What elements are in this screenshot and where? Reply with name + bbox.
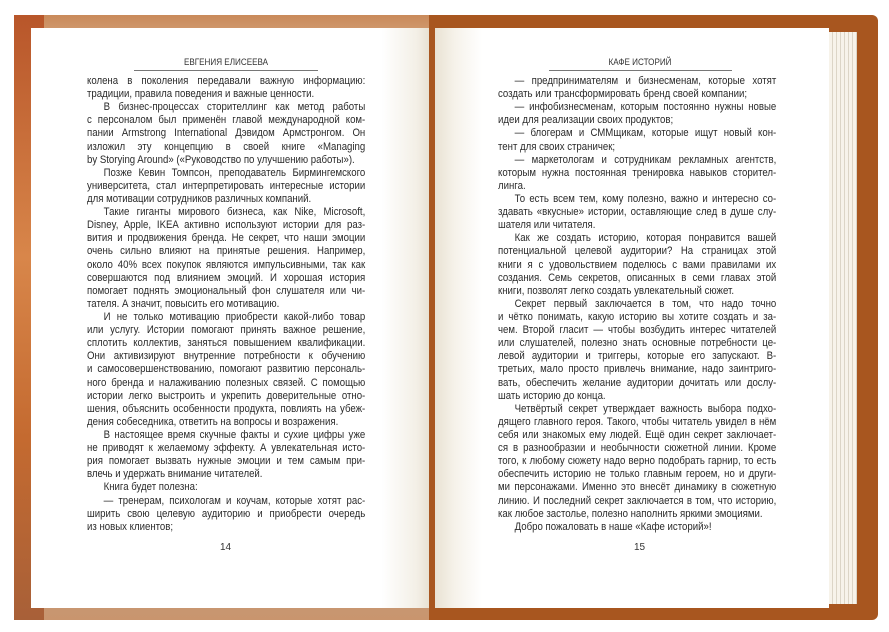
text-line: около 40% всех покупок являются импульсивными, так как: [87, 258, 366, 271]
paragraph: [87, 429, 365, 481]
text-line: — блогерам и СММщикам, которые ищут новый кон-: [514, 127, 777, 140]
text-line: не приводят к желаемому эффекту. А увлекательная исто-: [87, 442, 366, 455]
text-line: себя или знакомых ему людей. Ещё один секрет заключает-: [498, 428, 777, 441]
text-line: обеспечить историю не только главным героем, но и други-: [498, 468, 777, 481]
text-line: Секрет первый заключается в том, что надо точно: [514, 297, 777, 310]
page-number: 15: [634, 542, 646, 553]
paragraph: [87, 495, 365, 534]
text-line: потенциальной целевой аудитории? На страницах этой: [498, 245, 777, 258]
text-line: Они активизируют внутренние потребности к обучению: [87, 350, 366, 363]
page-stack-edge: [829, 32, 857, 604]
text-line: рия помогает вызвать нужные эмоции и тем самым при-: [87, 455, 366, 468]
paragraph: [498, 193, 776, 232]
text-line: университета, стал интерпретировать интересные истории: [87, 179, 366, 192]
paragraph: [498, 298, 776, 403]
text-line: и самосовершенствованию, помогают развитию персональ-: [87, 363, 366, 376]
text-line: линию. И последний секрет заключается в том, что историю,: [498, 494, 777, 507]
text-line: здавать «вкусные» истории, оставляющие след в душе слу-: [498, 206, 777, 219]
text-line: колена в поколения передавали важную информацию:: [87, 75, 366, 87]
text-line: шения, объяснить особенности продукта, повлиять на убеж-: [87, 402, 366, 415]
text-line: или слушателей, полезно знать основные потребности це-: [498, 337, 777, 350]
text-line: ного бренда и налаживанию полезных связей. С помощью: [87, 376, 366, 389]
text-line: и чётко понимать, какую историю вы хотите создать и за-: [498, 310, 777, 323]
text-line: тент для своих страничек;: [498, 140, 616, 153]
text-line: книги я с удовольствием поделюсь с вами правилами их: [498, 258, 777, 271]
text-line: тателя. А значит, повысить его мотивацию.: [87, 297, 280, 310]
text-line: шать историю до конца.: [498, 389, 606, 402]
paragraph: [498, 101, 776, 127]
text-line: Добро пожаловать в наше «Кафе историй»!: [514, 520, 712, 533]
text-line: Такие гиганты мирового бизнеса, как Nike, Microsoft,: [103, 206, 366, 219]
right-page-text: [498, 75, 776, 534]
paragraph: [498, 75, 776, 101]
text-line: или услугу. Истории помогают принять важное решение,: [87, 324, 366, 337]
left-page-text: [87, 75, 365, 534]
paragraph: [498, 403, 776, 521]
text-line: дения собеседника, ответить на вопросы и возражения.: [87, 415, 339, 428]
text-line: вать, обеспечить желание аудитории дочитать или дослу-: [498, 376, 777, 389]
paragraph: [498, 154, 776, 193]
paragraph: [87, 311, 365, 429]
text-line: совершаются под влиянием эмоций. И хорошая история: [87, 271, 366, 284]
text-line: И не только мотивацию приобрести какой-либо товар: [103, 310, 366, 323]
text-line: влечь и удержать внимание читателей.: [87, 468, 263, 481]
text-line: помогает поднять эмоциональный фон слушателя или чи-: [87, 284, 366, 297]
text-line: ся в разнообразии и необычности сюжетной линии. Кроме: [498, 442, 777, 455]
text-line: Книга будет полезна:: [103, 481, 198, 494]
text-line: третьих, мало просто привлечь внимание, надо заинтриго-: [498, 363, 777, 376]
text-line: ми персонажами. Именно это внесёт динамику в сюжетную: [498, 481, 777, 494]
paragraph: [498, 127, 776, 153]
text-line: — предпринимателям и бизнесменам, которые хотят: [514, 75, 777, 87]
text-line: с персоналом был применён главой международной ком-: [87, 114, 366, 127]
running-head-author: ЕВГЕНИЯ ЕЛИСЕЕВА: [183, 57, 269, 67]
text-line: линга.: [498, 179, 526, 192]
text-line: изложил эту концепцию в своей книге «Managing: [87, 140, 366, 153]
text-line: для мотивации сотрудников различных компаний.: [87, 192, 312, 205]
text-line: того, к любому сюжету надо верно подобрать гарнир, то есть: [498, 455, 777, 468]
text-line: — инфобизнесменам, которым постоянно нужны новые: [514, 101, 777, 114]
text-line: которым нужна постоянная тренировка навыков сторител-: [498, 166, 777, 179]
text-line: истории легко выстроить и укрепить доверительные отно-: [87, 389, 366, 402]
paragraph: [87, 481, 365, 494]
text-line: книги, позволят легко создать увлекательный сюжет.: [498, 284, 735, 297]
text-line: левой аудитории и триггеры, которые его запускают. В-: [498, 350, 777, 363]
text-line: пании Armstrong International Дэвидом Армстронгом. Он: [87, 127, 366, 140]
text-line: — тренерам, психологам и коучам, которые хотят рас-: [103, 494, 366, 507]
text-line: В бизнес-процессах сторителлинг как метод работы: [103, 101, 366, 114]
paragraph: [87, 101, 365, 167]
text-line: как любое застолье, полезно наполнить яркими эмоциями.: [498, 507, 763, 520]
text-line: Disney, Apple, IKEA активно используют истории для раз-: [87, 219, 366, 232]
text-line: шателя или читателя.: [498, 219, 596, 232]
text-line: Позже Кевин Томпсон, преподаватель Бирмингемского: [103, 166, 366, 179]
text-line: создания. Семь секретов, описанных в семи главах этой: [498, 271, 777, 284]
text-line: чем. Второй гласит — чтобы возбудить интерес читателей: [498, 324, 777, 337]
text-line: вития и продвижения бренда. Не секрет, что наши эмоции: [87, 232, 366, 245]
text-line: ширить свою целевую аудиторию и приобрести очередь: [87, 507, 366, 520]
text-line: То есть всем тем, кому полезно, важно и интересно со-: [514, 192, 777, 205]
page-number: 14: [220, 542, 232, 553]
text-line: дящего главного героя. Такого, чтобы читатель увидел в нём: [498, 415, 777, 428]
paragraph: [87, 206, 365, 311]
text-line: очень сильно влияют на принятые решения. Например,: [87, 245, 366, 258]
text-line: Четвёртый секрет утверждает важность выбора подхо-: [514, 402, 777, 415]
text-line: Как же создать историю, которая понравится вашей: [514, 232, 777, 245]
paragraph: [87, 75, 365, 101]
text-line: В настоящее время скучные факты и сухие цифры уже: [103, 428, 366, 441]
text-line: by Storying Around» («Руководство по улучшению работы»).: [87, 153, 355, 166]
text-line: сплотить коллектив, заняться повышением квалификации.: [87, 337, 366, 350]
text-line: создать или трансформировать бренд своей компании;: [498, 88, 748, 101]
paragraph: [87, 167, 365, 206]
text-line: из новых клиентов;: [87, 520, 174, 533]
text-line: традиции, правила поведения и важные ценности.: [87, 88, 315, 101]
paragraph: [498, 521, 776, 534]
running-head-rule: [134, 70, 318, 71]
paragraph: [498, 232, 776, 298]
text-line: — маркетологам и сотрудникам рекламных агентств,: [514, 153, 777, 166]
text-line: идеи для реализации своих продуктов;: [498, 114, 674, 127]
running-head-rule: [549, 70, 732, 71]
running-head-title: КАФЕ ИСТОРИЙ: [608, 57, 672, 67]
